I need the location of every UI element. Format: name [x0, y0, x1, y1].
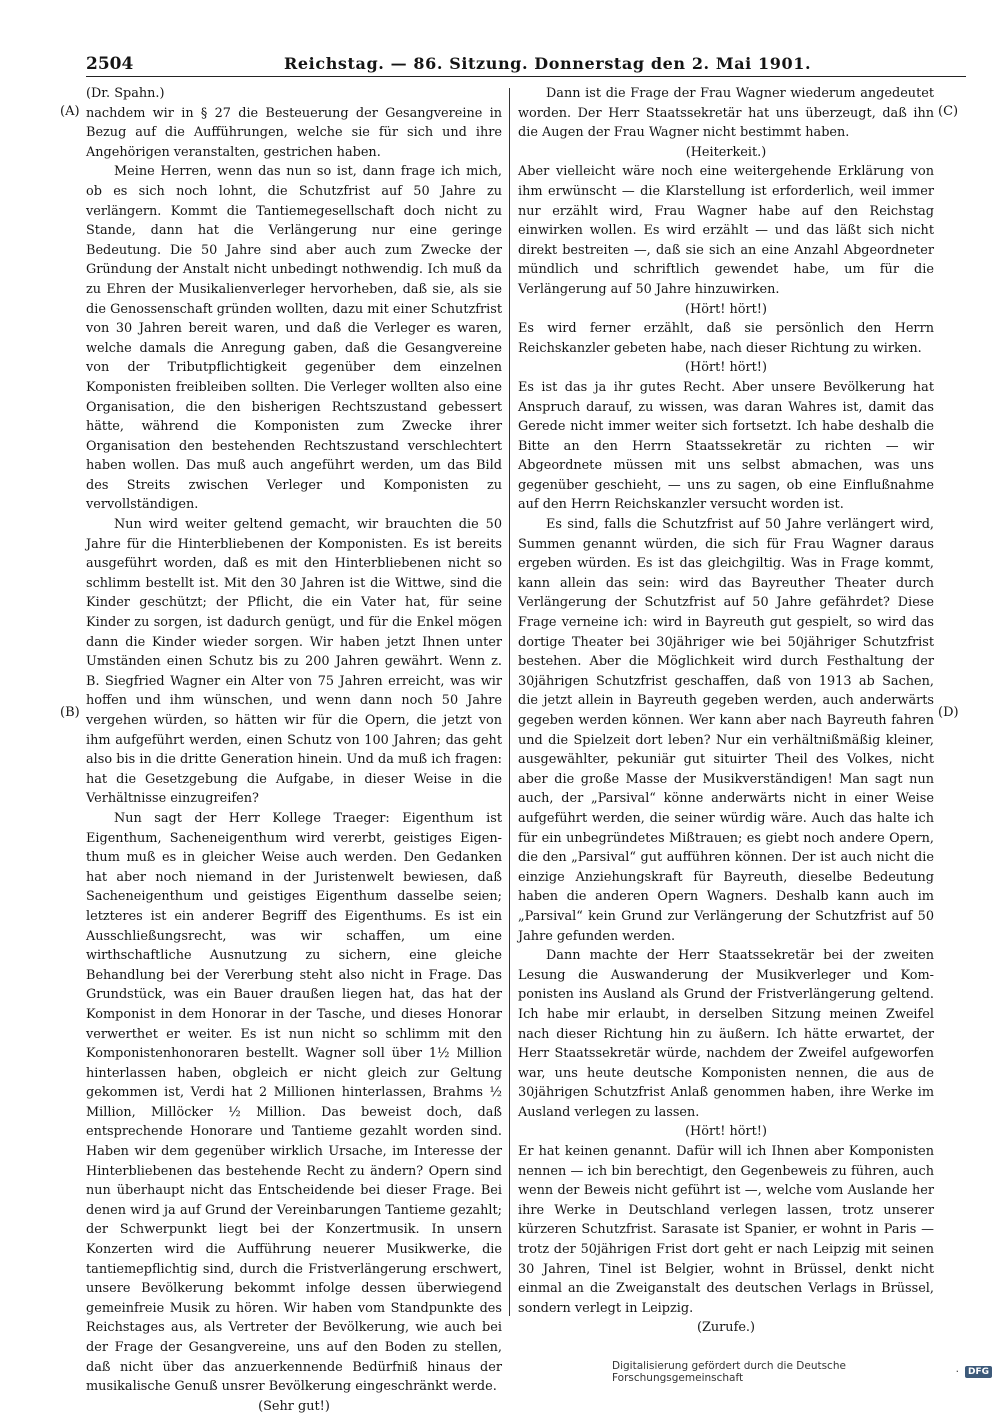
footer-separator: · [955, 1366, 959, 1378]
interjection: (Zurufe.) [696, 1320, 756, 1336]
footer [612, 1360, 992, 1384]
running-title: Reichstag. — 86. Sitzung. Donnerstag den 2. Mai 1901. [284, 54, 812, 73]
paragraph: Es ist das ja ihr gutes Recht. Aber unsere Bevölkerung hat Anspruch darauf, zu wissen, was daran Wahres ist, damit das Gerede nicht immer weiter sich fortsetzt. Ich habe deshalb die Bitte an den Herrn Staatssekretär zu richten — wir Abgeordnete müssen mit uns selbst abmachen, was uns gegenüber geschieht, — uns zu sagen, ob eine Einflußnahme auf den Herrn Reichskanzler versucht worden ist. [518, 379, 934, 513]
paragraph: Nun sagt der Herr Kollege Traeger: Eigenthum ist Eigenthum, Sacheneigenthum wird vererbt, geistiges Eigenthum muß es in gleicher Weise auch werden. Den Gedanken hat aber noch niemand in der Juristenwelt bewiesen, daß Sacheneigenthum und geistiges Eigenthum dasselbe seien; letzteres ist ein anderer Begriff des Eigenthums. Es ist ein Ausschließungsrecht, was wir schaffen, um eine wirthschaftliche Ausnutzung zu sichern, eine gleiche Behandlung bei der Vererbung steht also nicht in Frage. Das Grundstück, was ein Bauer draußen liegen hat, das hat der Komponist in dem Honorar in der Tasche, und dieses Honorar verwerthet er weiter. Es ist nun nicht so schlimm mit den Komponistenhonoraren bestellt. Wagner soll über 1½ Million hinterlassen haben, obgleich er nicht gleich zur Geltung gekommen ist, Verdi hat 2 Millionen hinterlassen, Brahms ½ Million, Millöcker ½ Million. Das beweist doch, daß entsprechende Honorare und Tantieme gezahlt worden sind. Haben wir dem gegenüber wirklich Ursache, im Interesse der Hinterbliebenen das bestehende Recht zu ändern? Opern sind nun überhaupt nicht das Entscheidende bei dieser Frage. Bei denen wird ja auf Grund der Vereinbarungen Tantieme gezahlt; der Schwerpunkt liegt bei der Konzertmusik. In unsern Konzerten wird die Aufführung neuerer Musikwerke, die tantiemepflichtig sind, durch die Fristverlängerung erschwert, unsere Bevölkerung bekommt infolge dessen überwiegend gemeinfreie Musik zu hören. Wir haben vom Standpunkte des Reichstages aus, als Vertreter der Bevölkerung, wie auch bei der Frage der Gesangvereine, uns auf den Boden zu stellen, daß nicht über das anzuerkennende Bedürfniß hinaus der musikalische Genuß unsrer Bevölkerung eingeschränkt werde. [86, 810, 502, 1395]
paragraph: Es sind, falls die Schutzfrist auf 50 Jahre verlängert wird, Summen genannt würden, die sich für Frau Wagner daraus ergeben würden. Es ist das gleichgiltig. Was in Frage kommt, kann allein das sein: wird das Bayreuther Theater durch Verlängerung der Schutzfrist auf 50 Jahre gefährdet? Diese Frage verneine ich: wird in Bayreuth gut gespielt, so wird das dortige Theater bei 30jähriger wie bei 50jähriger Schutzfrist bestehen. Aber die Möglichkeit wird durch Festhaltung der 30jährigen Schutzfrist geschaffen, daß von 1913 ab Sachen, die jetzt allein in Bayreuth gegeben werden, auch anderwärts gegeben werden können. Wer kann aber nach Bayreuth fahren und die Spielzeit dort leben? Nur ein verhältnißmäßig kleiner, ausgewählter, pekuniär gut situirter Theil des Volkes, nicht aber die große Masse der Musikverständigen! Man sagt nun auch, der „Parsival“ könne anderwärts nicht in einer Weise aufgeführt werden, die seiner würdig wäre. Auch das halte ich für ein unbegründetes Mißtrauen; es giebt noch andere Opern, die den „Parsival“ gut aufführen können. Der ist auch nicht die einzige Anziehungskraft für Bayreuth, dieselbe Bedeutung haben die anderen Opern Wagners. Deshalb kann auch im „Parsival“ kein Grund zur Verlängerung der Schutzfrist auf 50 Jahre gefunden werden. [518, 517, 934, 944]
margin-marker-d: (D) [938, 705, 959, 720]
interjection: (Hört! hört!) [685, 360, 767, 376]
paragraph: Er hat keinen genannt. Dafür will ich Ihnen aber Komponisten nennen — ich bin berechtigt, den Gegenbeweis zu führen, auch wenn der Beweis nicht geführt ist —, welche vom Auslande her ihre Werke in Deutschland verlegen lassen, trotz unserer kürzeren Schutzfrist. Sarasate ist Spanier, er wohnt in Paris — trotz der 50jährigen Frist dort geht er nach Leipzig mit seinen 30 Jahren, Tinel ist Belgier, wohnt in Brüssel, denkt nicht einmal an die Zweiganstalt des deutschen Verlags in Brüssel, sondern verlegt in Leipzig. [518, 1144, 934, 1316]
page-number: 2504 [86, 54, 134, 74]
paragraph: Dann machte der Herr Staatssekretär bei der zweiten Lesung die Auswanderung der Musikverleger und Komponisten ins Ausland als Grund der Fristverlängerung geltend. Ich habe mir erlaubt, in derselben Sitzung meinen Zweifel nach dieser Richtung hin zu äußern. Ich hätte erwartet, der Herr Staatssekretär würde, nachdem der Zweifel aufgeworfen war, uns heute deutsche Komponisten nennen, die aus de 30jährigen Schutzfrist Anlaß genommen haben, ihre Werke im Ausland verlegen zu lassen. [518, 948, 934, 1120]
paragraph: Dann ist die Frage der Frau Wagner wiederum angedeutet worden. Der Herr Staatssekretär hat uns überzeugt, daß ihn die Augen der Frau Wagner nicht bestimmt haben. [518, 86, 934, 141]
interjection: (Heiterkeit.) [685, 144, 767, 160]
right-column [518, 84, 934, 1338]
interjection: (Hört! hört!) [685, 301, 767, 317]
margin-marker-b: (B) [60, 705, 80, 720]
margin-marker-a: (A) [60, 104, 80, 119]
interjection: (Sehr gut!) [258, 1398, 330, 1414]
left-column [86, 84, 502, 1416]
interjection: (Hört! hört!) [685, 1124, 767, 1140]
footer-credit: Digitalisierung gefördert durch die Deutsche Forschungsgemeinschaft [612, 1360, 846, 1384]
speaker-name: (Dr. Spahn.) [86, 86, 165, 101]
page-header [86, 50, 966, 77]
paragraph: nachdem wir in § 27 die Besteuerung der Gesangvereine in Bezug auf die Aufführungen, welche sie für sich und ihre Angehörigen veranstalten, gestrichen haben. [86, 105, 502, 160]
dfg-logo: DFG [965, 1366, 992, 1378]
paragraph: Nun wird weiter geltend gemacht, wir brauchten die 50 Jahre für die Hinterbliebenen der Komponisten. Es ist bereits ausgeführt worden, daß es mit den Hinterbliebenen nicht so schlimm bestellt ist. Mit den 30 Jahren ist die Wittwe, sind die Kinder geschützt; der Pflicht, die ein Vater hat, für seine Kinder zu sorgen, ist dadurch genügt, und für die Enkel mögen dann die Kinder wieder sorgen. Wir haben jetzt Ihnen unter Umständen einen Schutz bis zu 200 Jahren gewährt. Wenn z. B. Siegfried Wagner ein Alter von 75 Jahren erreicht, was wir hoffen und ihm wünschen, und wenn dann noch 50 Jahre vergehen würden, so hätten wir für die Opern, die jetzt von ihm aufgeführt werden, einen Schutz von 100 Jahren; das geht also bis in die dritte Generation hinein. Und da muß ich fragen: hat die Gesetzgebung die Aufgabe, in dieser Weise in die Verhältnisse einzugreifen? [86, 517, 502, 807]
paragraph: Aber vielleicht wäre noch eine weitergehende Erklärung von ihm erwünscht — die Klarstellung ist erforderlich, weil immer nur erzählt wird, Frau Wagner habe auf den Reichstag einwirken wollen. Es wird erzählt — und das läßt sich nicht direkt bestreiten —, daß sie sich an eine Anzahl Abgeordneter mündlich und schriftlich gewendet habe, um für die Verlängerung auf 50 Jahre hinzuwirken. [518, 164, 934, 297]
margin-marker-c: (C) [938, 104, 959, 119]
column-divider [509, 88, 510, 1316]
paragraph: Es wird ferner erzählt, daß sie persönlich den Herrn Reichskanzler gebeten habe, nach dieser Richtung zu wirken. [518, 321, 934, 356]
paragraph: Meine Herren, wenn das nun so ist, dann frage ich mich, ob es sich noch lohnt, die Schutzfrist auf 50 Jahre zu verlängern. Kommt die Tantiemegesellschaft doch nicht zu Stande, dann hat die Verlängerung nur eine geringe Bedeutung. Die 50 Jahre sind aber auch zum Zwecke der Gründung der Anstalt nicht unbedingt nothwendig. Ich muß da zu Ehren der Musikalienverleger hervorheben, daß sie, als sie die Genossenschaft gründen wollten, dazu mit einer Schutzfrist von 30 Jahren bereit waren, und daß die Verleger es waren, welche damals die Anregung gaben, daß die Gesangvereine von der Tributpflichtigkeit gegenüber dem einzelnen Komponisten freibleiben sollten. Die Verleger wollten also eine Organisation, die den bisherigen Rechtszustand gebessert hätte, während die Komponisten zum Zwecke ihrer Organisation den bestehenden Rechtszustand verschlechtert haben wollen. Das muß auch angeführt werden, um das Bild des Streits zwischen Verleger und Komponisten zu vervollständigen. [86, 164, 502, 513]
